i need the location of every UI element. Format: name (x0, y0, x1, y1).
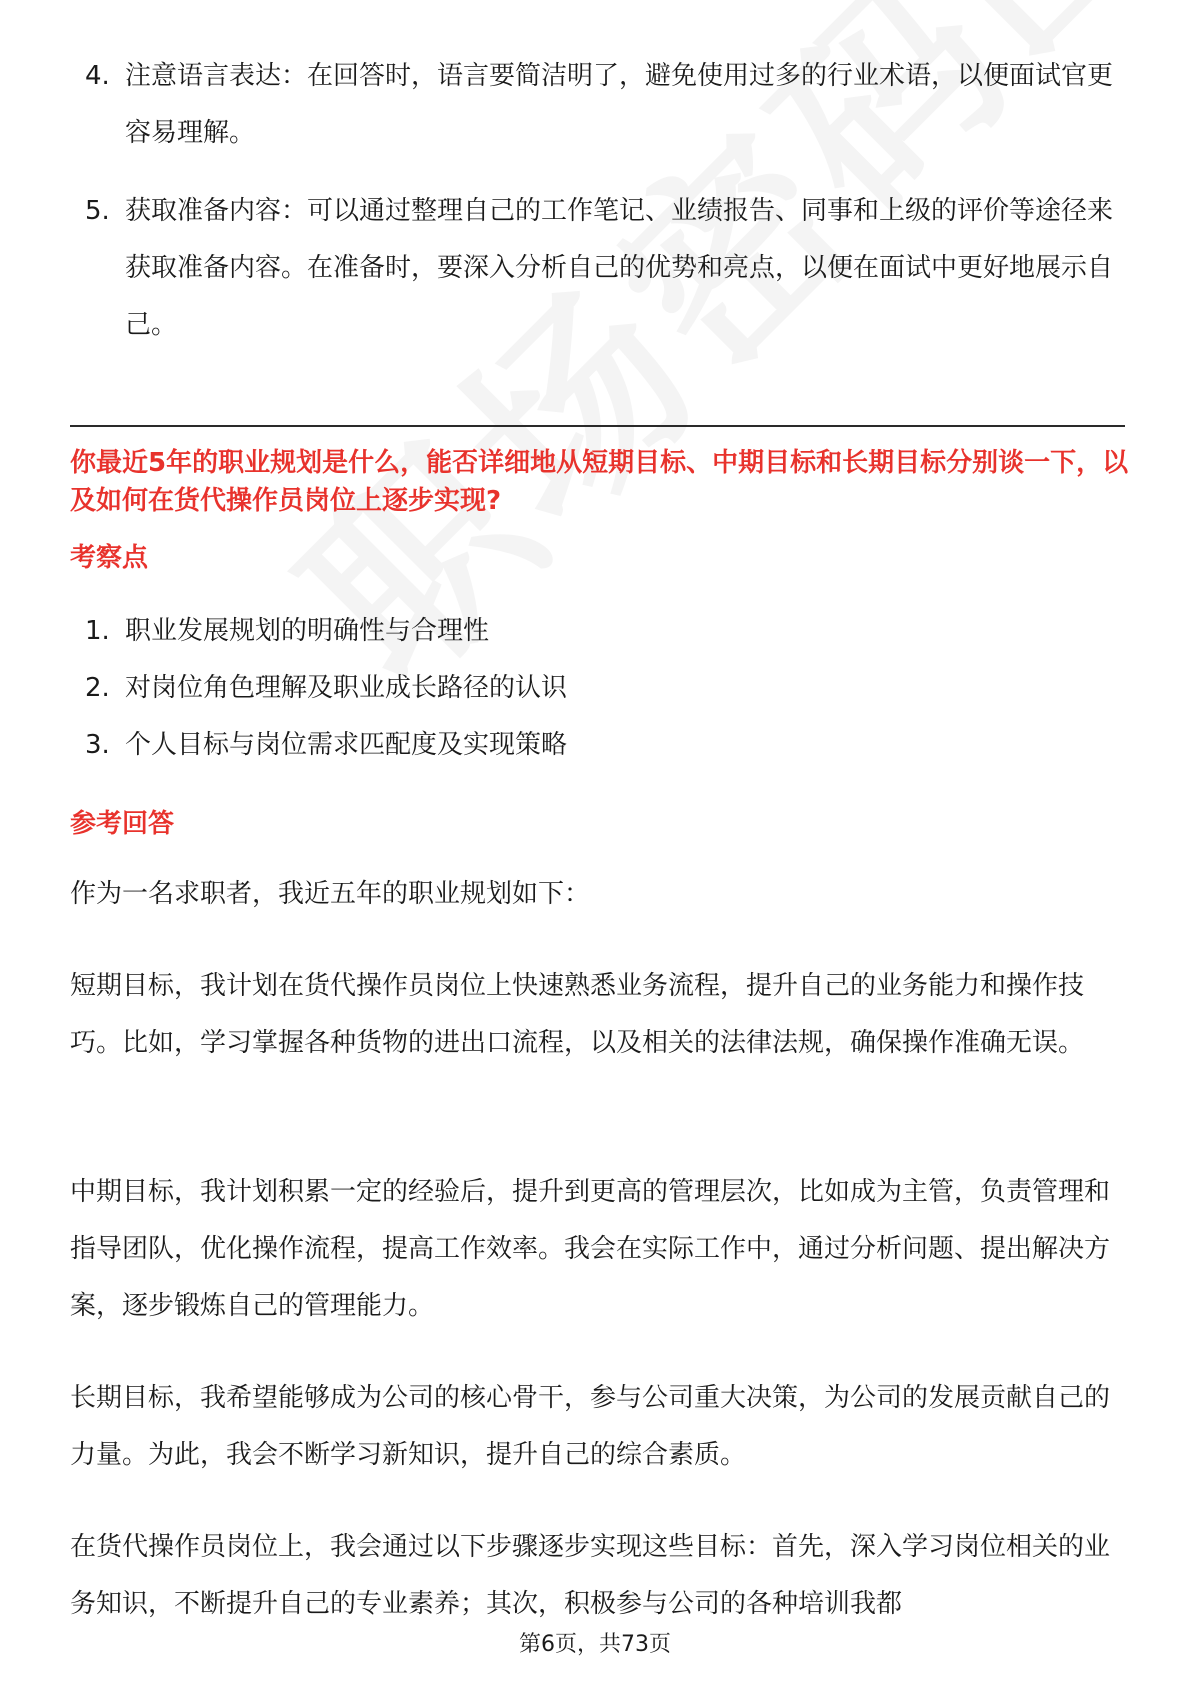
focus-item (85, 660, 1125, 717)
list-number: 4. (85, 61, 110, 91)
focus-item (85, 603, 1125, 660)
list-item (85, 48, 1125, 162)
answer-paragraph: 在货代操作员岗位上，我会通过以下步骤逐步实现这些目标：首先，深入学习岗位相关的业务知识，不断提升自己的专业素养；其次，积极参与公司的各种培训我都 (70, 1532, 1111, 1619)
section-divider (70, 425, 1125, 427)
focus-heading: 考察点 (70, 543, 149, 573)
list-number: 1. (85, 616, 110, 646)
list-text: 个人目标与岗位需求匹配度及实现策略 (125, 730, 568, 760)
list-text: 对岗位角色理解及职业成长路径的认识 (125, 673, 568, 703)
answer-paragraph: 长期目标，我希望能够成为公司的核心骨干，参与公司重大决策，为公司的发展贡献自己的力量。为此，我会不断学习新知识，提升自己的综合素质。 (70, 1383, 1111, 1470)
answer-paragraph: 作为一名求职者，我近五年的职业规划如下： (70, 879, 591, 909)
list-number: 3. (85, 730, 110, 760)
list-text: 获取准备内容：可以通过整理自己的工作笔记、业绩报告、同事和上级的评价等途径来获取准备内容。在准备时，要深入分析自己的优势和亮点，以便在面试中更好地展示自己。 (125, 196, 1114, 340)
page-number: 第6页，共73页 (519, 1632, 671, 1657)
focus-item (85, 717, 1125, 774)
list-text: 注意语言表达：在回答时，语言要简洁明了，避免使用过多的行业术语，以便面试官更容易理解。 (125, 61, 1114, 148)
list-number: 5. (85, 196, 110, 226)
list-number: 2. (85, 673, 110, 703)
list-text: 职业发展规划的明确性与合理性 (125, 616, 490, 646)
list-item (85, 183, 1125, 354)
question-heading: 你最近5年的职业规划是什么，能否详细地从短期目标、中期目标和长期目标分别谈一下，以及如何在货代操作员岗位上逐步实现? (70, 448, 1129, 516)
answer-paragraph: 中期目标，我计划积累一定的经验后，提升到更高的管理层次，比如成为主管，负责管理和指导团队，优化操作流程，提高工作效率。我会在实际工作中，通过分析问题、提出解决方案，逐步锻炼自己的管理能力。 (70, 1177, 1111, 1321)
answer-heading: 参考回答 (70, 809, 175, 839)
answer-paragraph: 短期目标，我计划在货代操作员岗位上快速熟悉业务流程，提升自己的业务能力和操作技巧。比如，学习掌握各种货物的进出口流程，以及相关的法律法规，确保操作准确无误。 (70, 971, 1085, 1058)
